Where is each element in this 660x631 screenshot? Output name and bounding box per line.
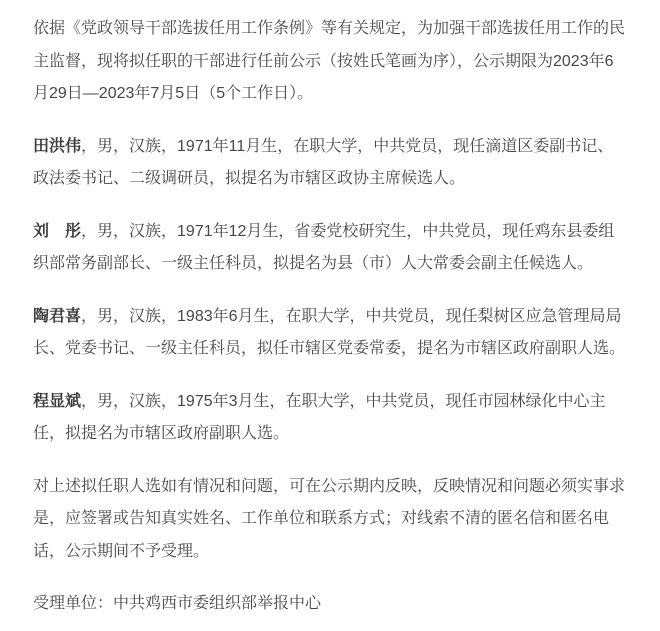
- candidate-details: ，男，汉族，1971年11月生，在职大学，中共党员，现任滴道区委副书记、政法委书记、二级调研员，拟提名为市辖区政协主席候选人。: [33, 137, 614, 187]
- candidate-name: 刘 彤: [33, 222, 82, 240]
- intro-paragraph: 依据《党政领导干部选拔任用工作条例》等有关规定，为加强干部选拔任用工作的民主监督，现将拟任职的干部进行任前公示（按姓氏笔画为序），公示期限为2023年6月29日—2023年7月5日（5个工作日）。: [33, 20, 626, 102]
- candidate-paragraph: [33, 216, 629, 281]
- candidate-name: 陶君喜: [33, 307, 82, 325]
- candidate-details: ，男，汉族，1983年6月生，在职大学，中共党员，现任梨树区应急管理局局长、党委书记、一级主任科员，拟任市辖区党委常委，提名为市辖区政府副职人选。: [33, 307, 626, 357]
- candidate-paragraph: [33, 386, 629, 451]
- candidate-details: ，男，汉族，1975年3月生，在职大学，中共党员，现任市园林绿化中心主任，拟提名为市辖区政府副职人选。: [33, 392, 606, 442]
- candidate-details: ，男，汉族，1971年12月生，省委党校研究生，中共党员，现任鸡东县委组织部常务副部长、一级主任科员，拟提名为县（市）人大常委会副主任候选人。: [33, 222, 615, 272]
- candidate-name: 程显斌: [33, 392, 82, 410]
- candidate-paragraph: [33, 131, 629, 196]
- candidate-paragraph: [33, 301, 629, 366]
- contact-line: 受理单位：中共鸡西市委组织部举报中心: [33, 595, 322, 612]
- feedback-paragraph: 对上述拟任职人选如有情况和问题，可在公示期内反映，反映情况和问题必须实事求是，应签署或告知真实姓名、工作单位和联系方式；对线索不清的匿名信和匿名电话，公示期间不予受理。: [33, 477, 626, 560]
- candidate-name: 田洪伟: [33, 137, 82, 155]
